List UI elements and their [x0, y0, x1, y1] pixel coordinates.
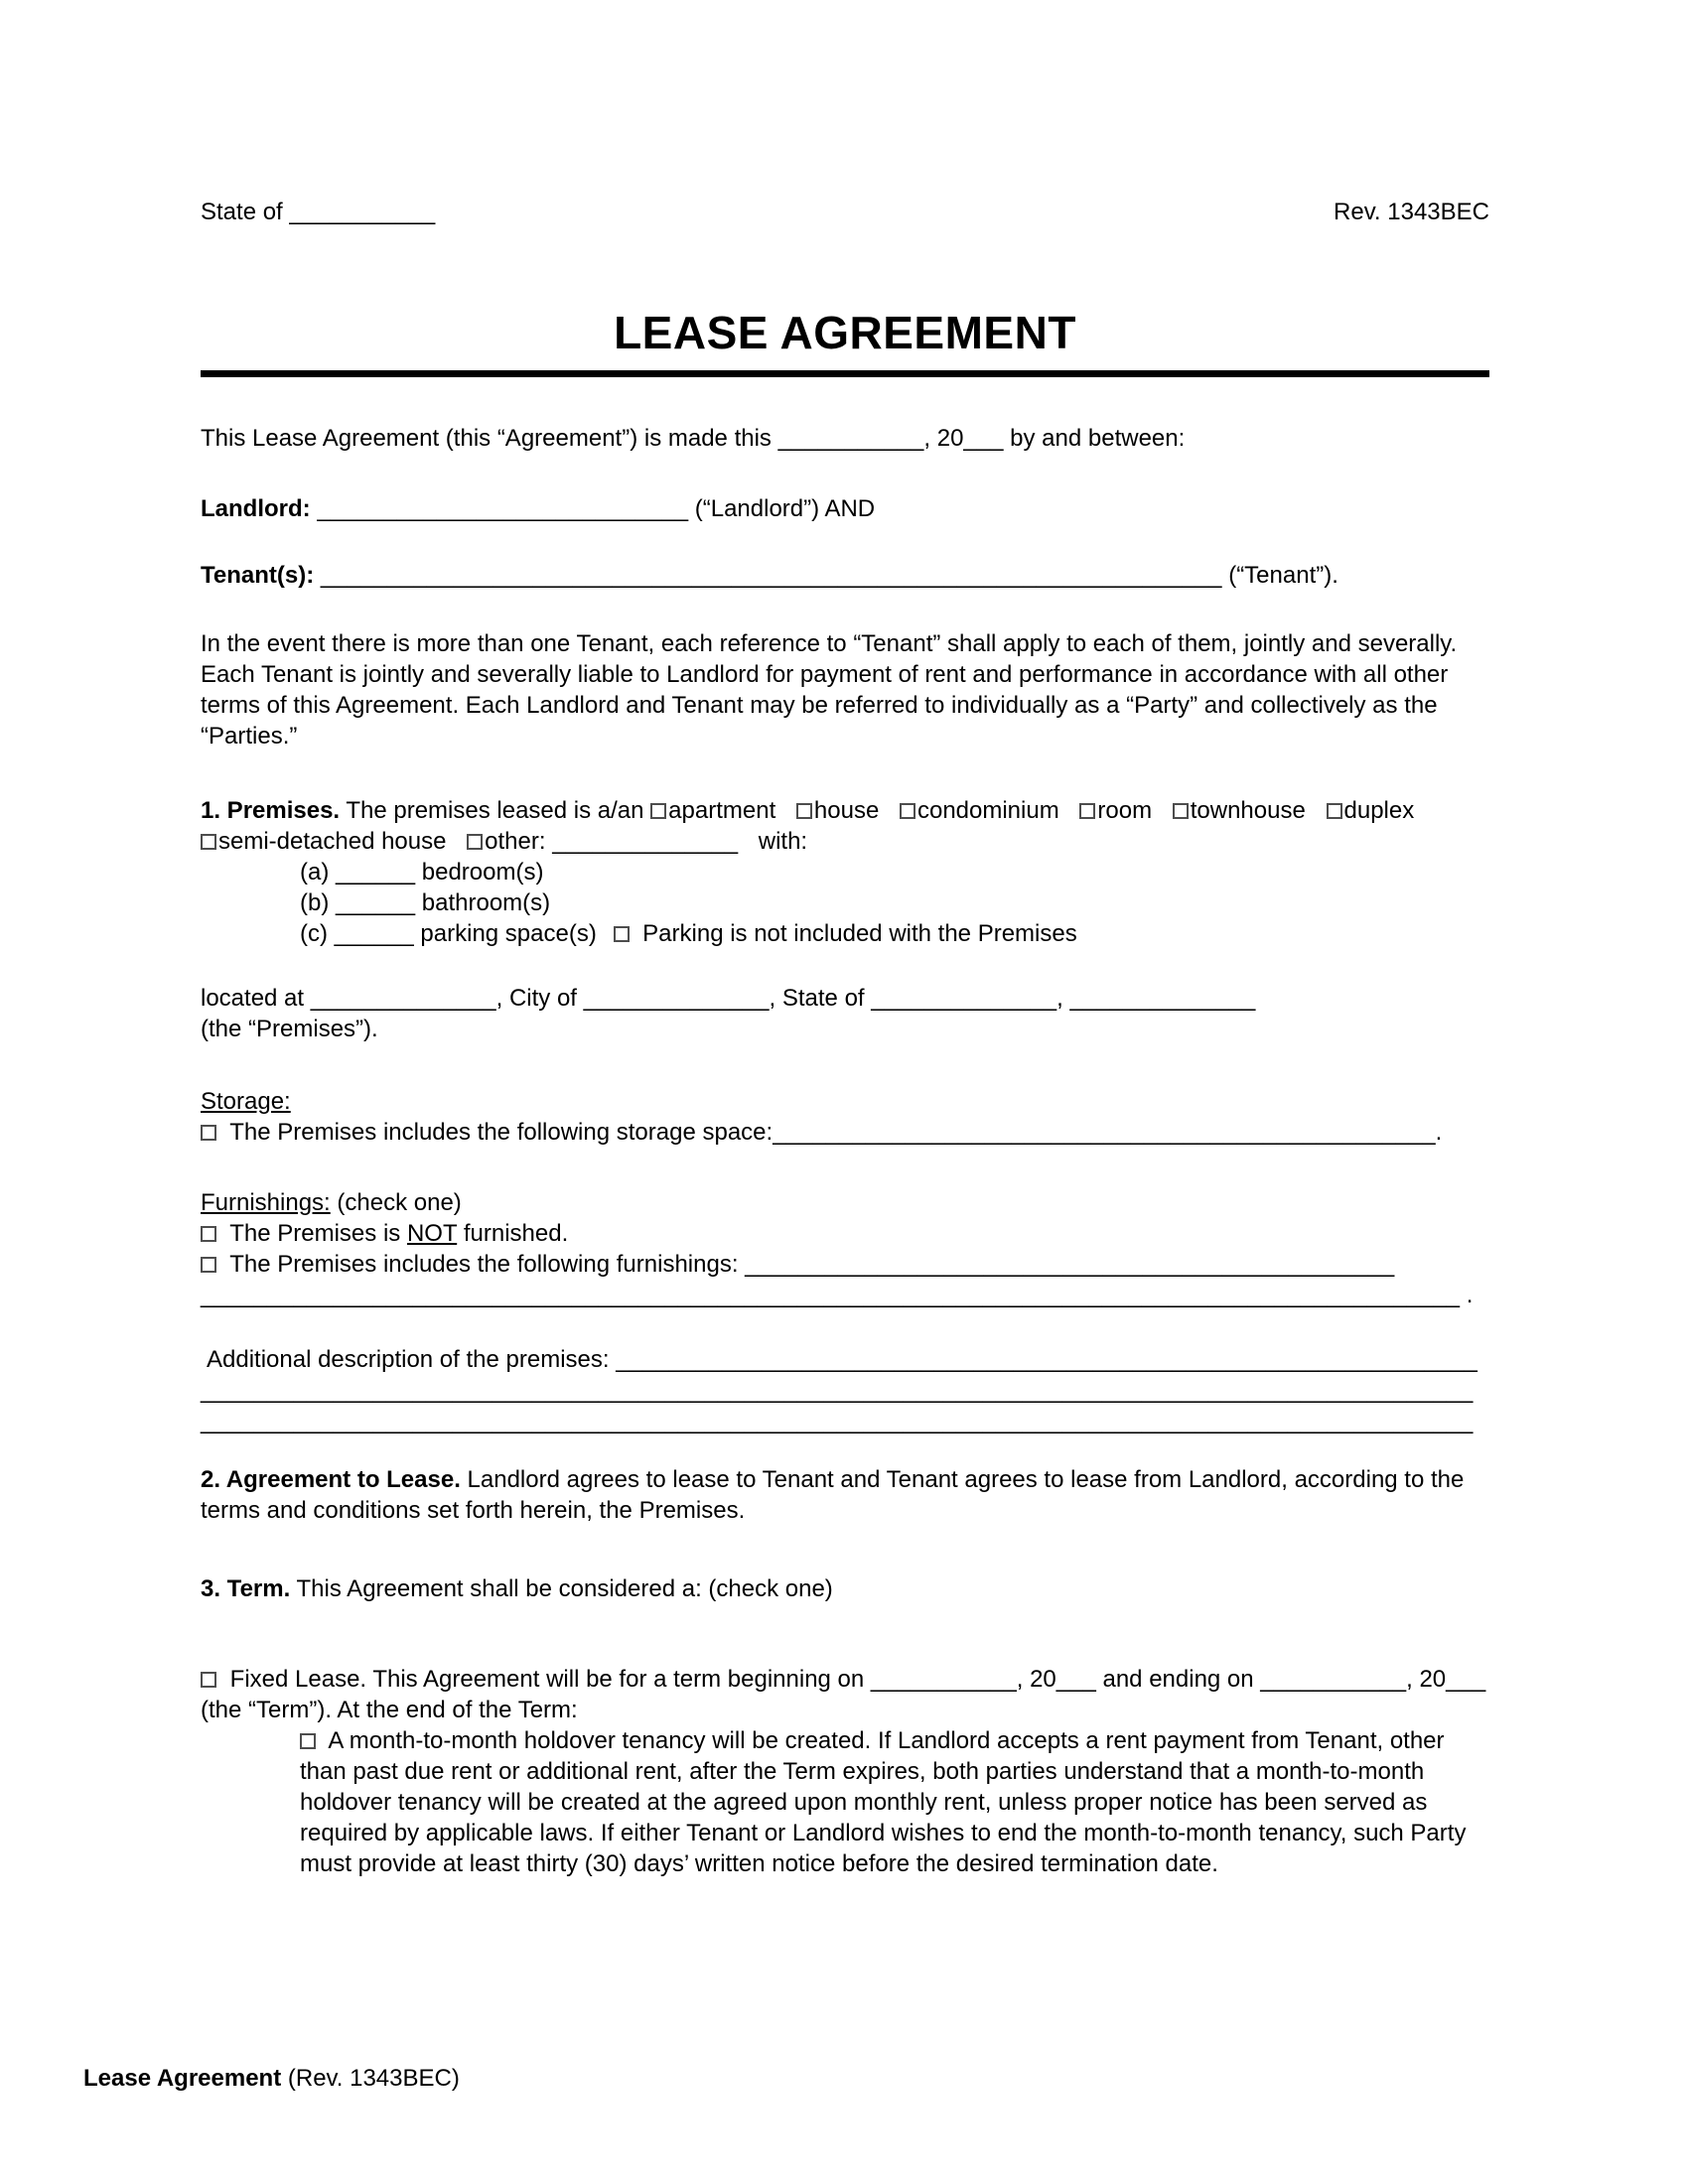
- furnishings-continuation-line: [201, 1280, 1489, 1310]
- landlord-name-field[interactable]: ____________________________: [317, 495, 689, 522]
- section-3-body: This Agreement shall be considered a: (check one): [290, 1575, 833, 1602]
- section-1-heading: 1. Premises.: [201, 797, 341, 824]
- option-duplex-label: duplex: [1343, 797, 1415, 824]
- state-field[interactable]: ______________: [871, 985, 1057, 1012]
- storage-heading-line: [201, 1086, 1489, 1117]
- premises-details-list: [201, 857, 1489, 949]
- not-word: NOT: [406, 1220, 458, 1247]
- title-block: [201, 309, 1489, 377]
- storage-space-field[interactable]: __________________________________________________: [773, 1119, 1436, 1146]
- parking-label: parking space(s): [413, 920, 597, 947]
- checkbox-condominium[interactable]: [900, 803, 915, 819]
- additional-description-line: [201, 1344, 1489, 1375]
- furnishings-heading-line: [201, 1187, 1489, 1218]
- section-3-term: [201, 1573, 1489, 1604]
- premises-lead: The premises leased is a/an: [340, 797, 651, 824]
- state-of-label: State of: [201, 199, 290, 225]
- checkbox-fixed-lease[interactable]: [201, 1672, 216, 1688]
- located-at-label: located at: [201, 985, 311, 1012]
- checkbox-storage-included[interactable]: [201, 1125, 216, 1141]
- tenant-label: Tenant(s):: [201, 562, 315, 589]
- option-duplex: [1327, 797, 1415, 824]
- section-2-heading: 2. Agreement to Lease.: [201, 1466, 461, 1493]
- other-type-field[interactable]: ______________: [552, 828, 739, 855]
- checkbox-semi-detached[interactable]: [201, 834, 216, 850]
- street-address-field[interactable]: ______________: [310, 985, 496, 1012]
- furnishings-field-2[interactable]: _______________________________________________________________________________________________: [201, 1282, 1461, 1308]
- bedrooms-field[interactable]: ______: [336, 859, 416, 886]
- option-other-label: other:: [485, 828, 553, 855]
- additional-description-field-1[interactable]: _________________________________________________________________: [616, 1346, 1477, 1373]
- state-of-label-2: , State of: [769, 985, 872, 1012]
- checkbox-townhouse[interactable]: [1173, 803, 1189, 819]
- document-title: LEASE AGREEMENT: [614, 307, 1076, 358]
- checkbox-duplex[interactable]: [1327, 803, 1342, 819]
- fixed-lease-text: Fixed Lease. This Agreement will be for a term beginning on ___________, 20___ and ending on ___________, 20___ (the “Term”). At the end of the Term:: [201, 1666, 1486, 1723]
- section-2-agreement-to-lease: [201, 1464, 1489, 1526]
- option-semi-detached-label: semi-detached house: [218, 828, 447, 855]
- furnishings-heading: Furnishings:: [201, 1189, 331, 1216]
- storage-period: .: [1435, 1119, 1443, 1146]
- additional-description-field-2[interactable]: ________________________________________________________________________________________________: [201, 1377, 1474, 1404]
- storage-option-line: [201, 1117, 1489, 1148]
- footer-revision: (Rev. 1343BEC): [281, 2065, 460, 2092]
- option-semi-detached: [201, 828, 446, 855]
- checkbox-apartment[interactable]: [650, 803, 666, 819]
- holdover-text: A month-to-month holdover tenancy will be created. If Landlord accepts a rent payment from Tenant, other than past due rent or additional rent, after the Term expires, both parties understand that a month-to-month holdover tenancy will be created at the agreed upon monthly rent, unless proper notice has been served as required by applicable laws. If either Tenant or Landlord wishes to end the month-to-month tenancy, such Party must provide at least thirty (30) days’ written notice before the desired termination date.: [300, 1727, 1467, 1877]
- furnishings-field-1[interactable]: _________________________________________________: [745, 1251, 1395, 1278]
- holdover-paragraph: [201, 1725, 1489, 1879]
- option-townhouse: [1173, 797, 1306, 824]
- revision-label: Rev. 1343BEC: [1334, 199, 1489, 225]
- landlord-suffix: (“Landlord”) AND: [688, 495, 876, 522]
- parking-line: [300, 918, 1489, 949]
- checkbox-other[interactable]: [467, 834, 483, 850]
- bedrooms-line: [300, 857, 1489, 887]
- footer-title: Lease Agreement: [83, 2065, 282, 2092]
- tenant-names-field[interactable]: ____________________________________________________________________: [320, 562, 1222, 589]
- furnishings-included-label: The Premises includes the following furnishings:: [223, 1251, 746, 1278]
- additional-description-line-2: [201, 1375, 1489, 1406]
- bathrooms-line: [300, 887, 1489, 918]
- city-field[interactable]: ______________: [583, 985, 770, 1012]
- state-of-line: [201, 197, 435, 227]
- option-room: [1079, 797, 1152, 824]
- furnishings-period: .: [1460, 1282, 1474, 1308]
- page-footer: [83, 2063, 460, 2094]
- section-2-body: Landlord agrees to lease to Tenant and Tenant agrees to lease from Landlord, according to the terms and conditions set forth herein, the Premises.: [201, 1466, 1465, 1524]
- item-a-prefix: (a): [300, 859, 336, 886]
- bedrooms-label: bedroom(s): [415, 859, 544, 886]
- option-condominium: [900, 797, 1059, 824]
- premises-parenthetical: (the “Premises”).: [201, 1016, 378, 1042]
- additional-description-line-3: [201, 1406, 1489, 1436]
- city-of-label: , City of: [495, 985, 584, 1012]
- not-furnished-line: [201, 1218, 1489, 1249]
- joint-liability-paragraph: In the event there is more than one Tenant, each reference to “Tenant” shall apply to each of them, jointly and severally. Each Tenant is jointly and severally liable to Landlord for payment of rent and performance in accordance with all other terms of this Agreement. Each Landlord and Tenant may be referred to individually as a “Party” and collectively as the “Parties.”: [201, 630, 1458, 750]
- title-rule: [201, 370, 1489, 377]
- furnishings-included-line: [201, 1249, 1489, 1280]
- option-house: [796, 797, 879, 824]
- zip-field[interactable]: ______________: [1069, 985, 1256, 1012]
- tenant-suffix: (“Tenant”).: [1221, 562, 1338, 589]
- checkbox-not-furnished[interactable]: [201, 1226, 216, 1242]
- fixed-lease-line: [201, 1664, 1489, 1725]
- not-furnished-pre: The Premises is: [223, 1220, 407, 1247]
- landlord-label: Landlord:: [201, 495, 311, 522]
- additional-description-field-3[interactable]: ________________________________________________________________________________________________: [201, 1408, 1474, 1434]
- bathrooms-field[interactable]: ______: [336, 889, 416, 916]
- option-apartment-label: apartment: [668, 797, 776, 824]
- option-house-label: house: [813, 797, 880, 824]
- checkbox-furnishings-included[interactable]: [201, 1257, 216, 1273]
- intro-paragraph: This Lease Agreement (this “Agreement”) is made this ___________, 20___ by and between:: [201, 425, 1186, 452]
- checkbox-room[interactable]: [1079, 803, 1095, 819]
- landlord-line: [201, 493, 1489, 524]
- bathrooms-label: bathroom(s): [415, 889, 551, 916]
- parking-not-included-label: Parking is not included with the Premises: [635, 920, 1077, 947]
- option-townhouse-label: townhouse: [1190, 797, 1306, 824]
- section-1-premises: [201, 795, 1489, 857]
- located-at-line: [201, 983, 1489, 1014]
- option-room-label: room: [1097, 797, 1153, 824]
- with-label: with:: [752, 828, 808, 855]
- option-other: [467, 828, 738, 855]
- option-condominium-label: condominium: [916, 797, 1059, 824]
- storage-heading: Storage:: [201, 1088, 291, 1115]
- checkbox-month-to-month-holdover[interactable]: [300, 1733, 316, 1749]
- page-header: [201, 197, 1489, 227]
- checkbox-house[interactable]: [796, 803, 812, 819]
- item-b-prefix: (b): [300, 889, 336, 916]
- storage-option-label: The Premises includes the following storage space:: [223, 1119, 774, 1146]
- additional-description-label: Additional description of the premises:: [207, 1346, 617, 1373]
- checkbox-parking-not-included[interactable]: [614, 926, 630, 942]
- tenant-line: [201, 560, 1489, 591]
- located-separator: ,: [1056, 985, 1070, 1012]
- option-apartment: [650, 797, 775, 824]
- section-3-heading: 3. Term.: [201, 1575, 291, 1602]
- state-blank-field[interactable]: ___________: [289, 199, 436, 225]
- item-c-prefix: (c): [300, 920, 335, 947]
- parking-spaces-field[interactable]: ______: [334, 920, 414, 947]
- not-furnished-post: furnished.: [457, 1220, 569, 1247]
- furnishings-check-one: (check one): [330, 1189, 462, 1216]
